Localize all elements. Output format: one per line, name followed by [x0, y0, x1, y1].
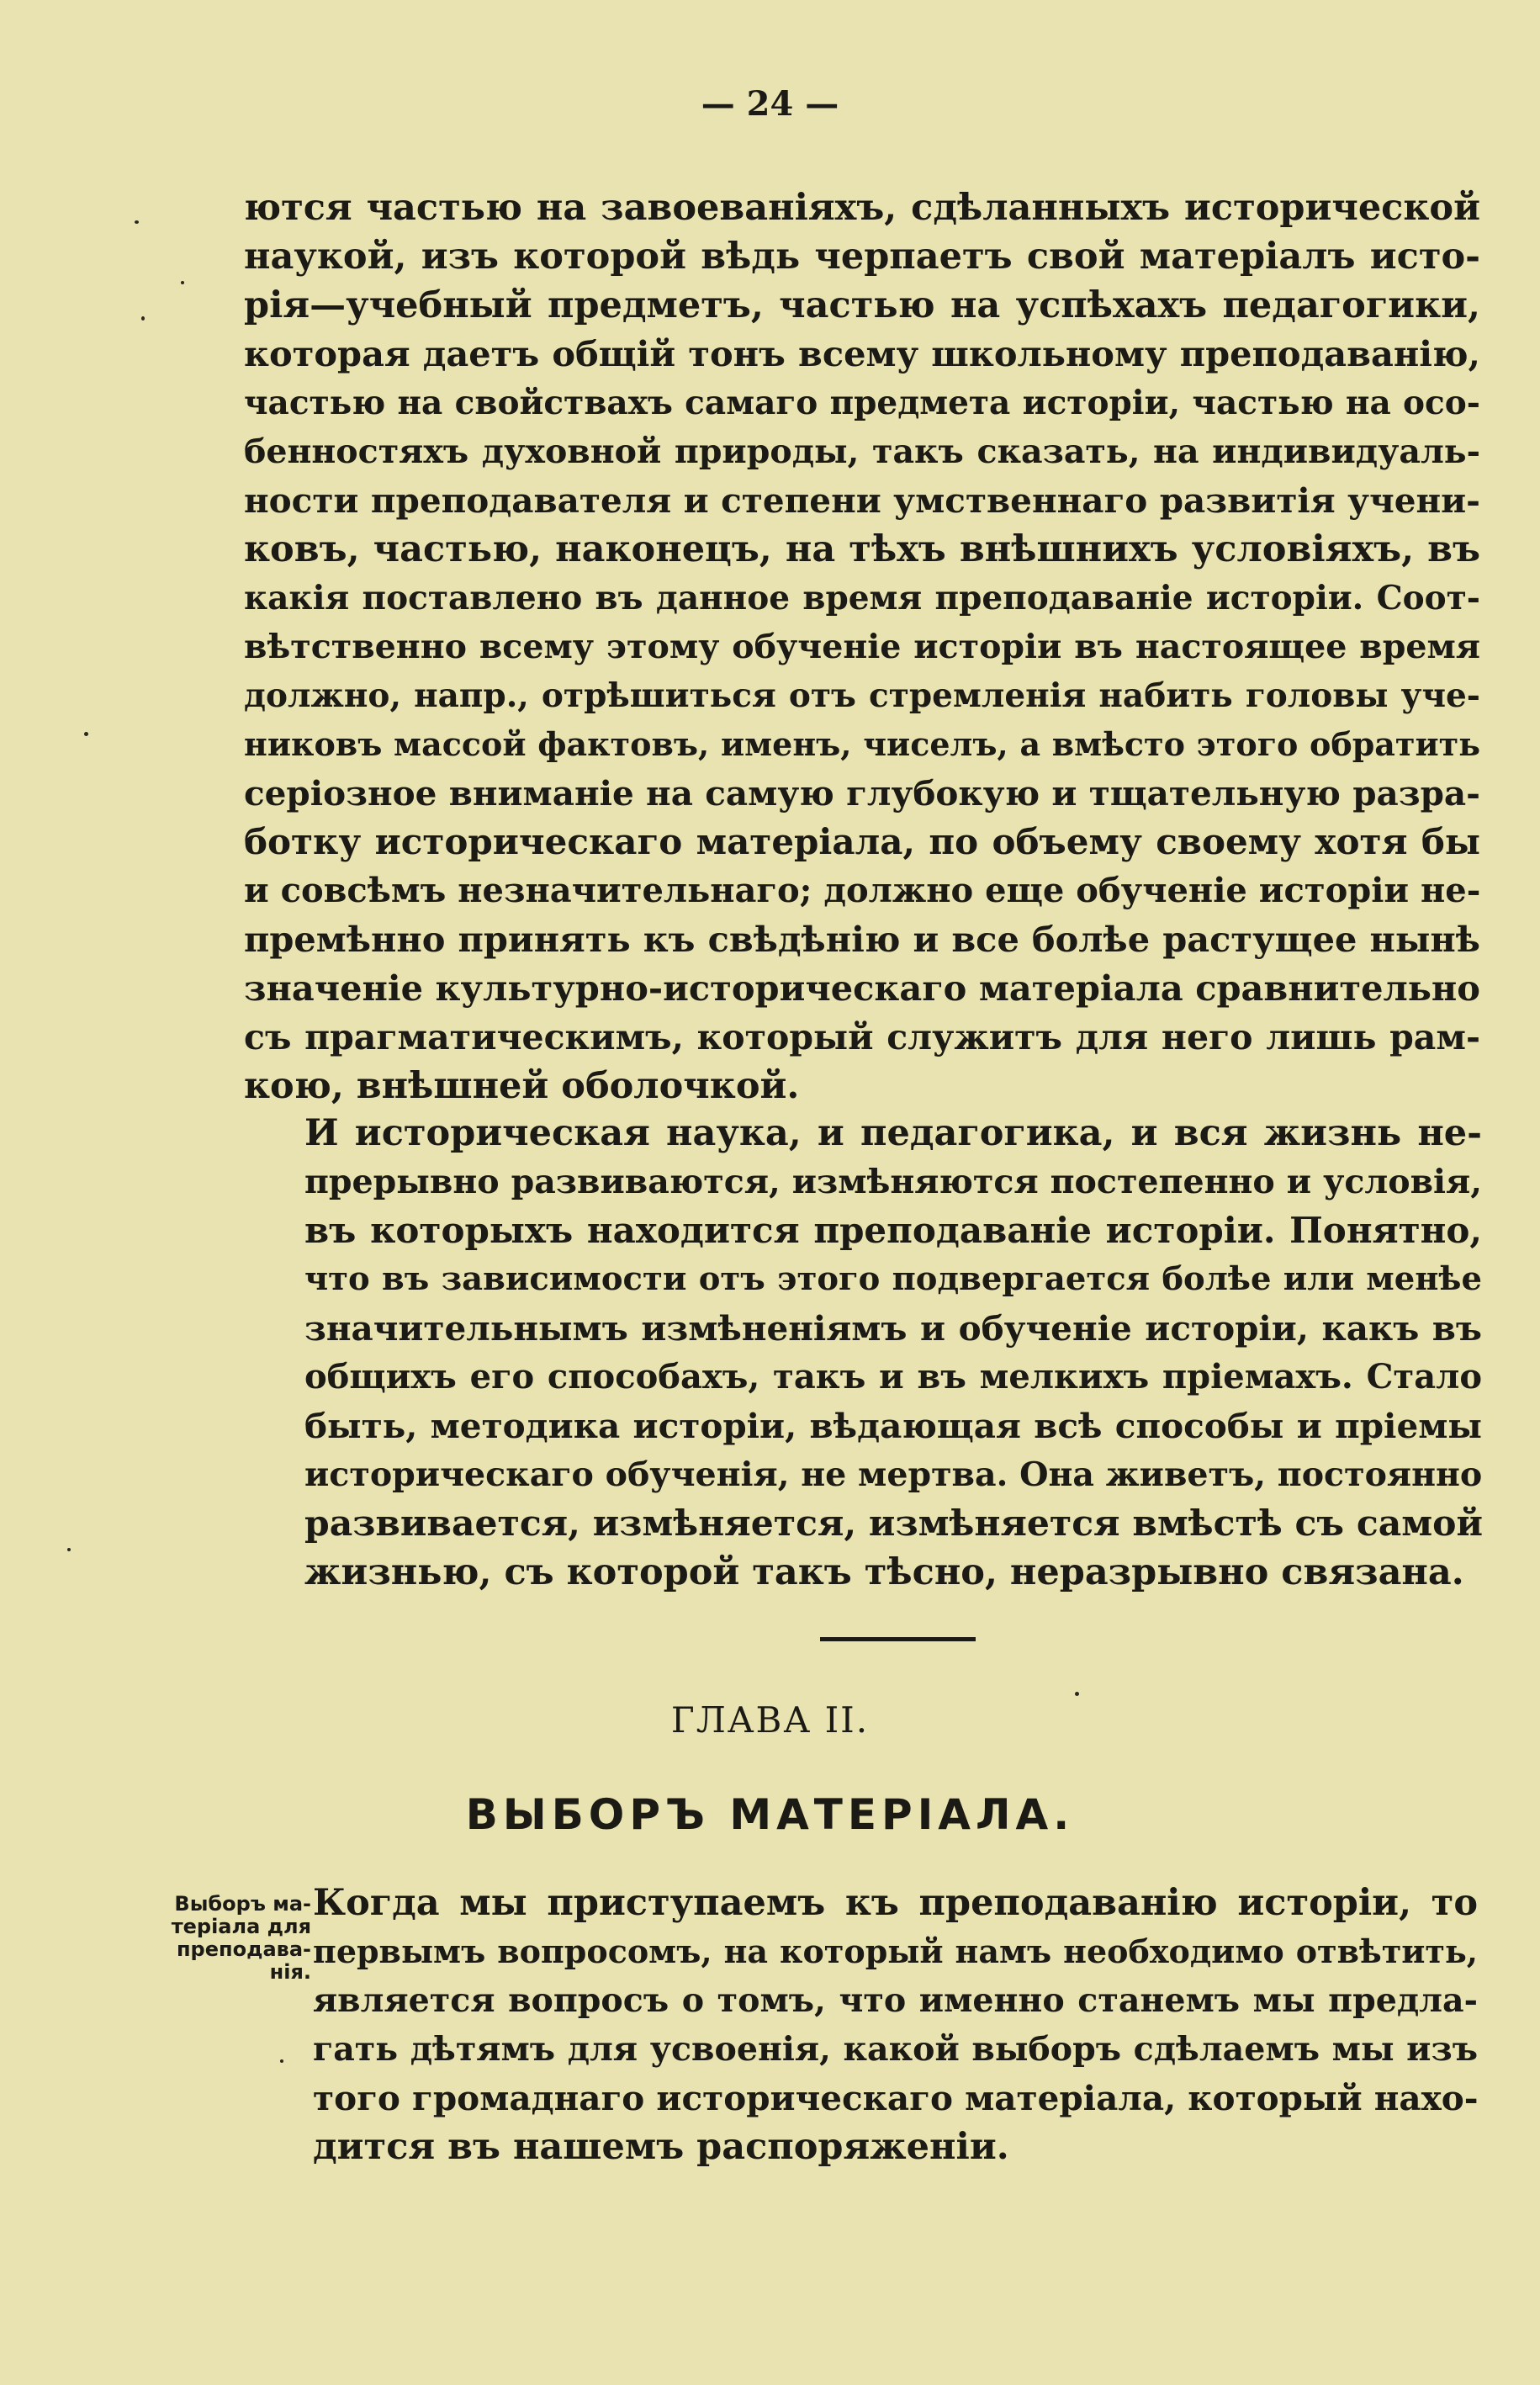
paper-speck: [67, 1548, 71, 1551]
text-line: гать дѣтямъ для усвоенія, какой выборъ сдѣлаемъ мы изъ: [313, 2030, 1478, 2069]
text-line: ности преподавателя и степени умственнаго развитія учени-: [244, 480, 1480, 521]
margin-note: [118, 1893, 311, 1984]
text-line: должно, напр., отрѣшиться отъ стремленія набить головы уче-: [244, 676, 1480, 715]
text-line: въ которыхъ находится преподаваніе исторіи. Понятно,: [304, 1210, 1482, 1251]
text-line: что въ зависимости отъ этого подвергается болѣе или менѣе: [304, 1260, 1482, 1298]
text-line: развивается, измѣняется, измѣняется вмѣстѣ съ самой: [304, 1503, 1484, 1545]
chapter-label: ГЛАВА II.: [670, 1699, 870, 1741]
text-line: серіозное вниманіе на самую глубокую и тщательную разра-: [244, 773, 1480, 814]
text-line: наукой, изъ которой вѣдь черпаетъ свой матеріалъ исто-: [244, 236, 1480, 278]
text-line: частью на свойствахъ самаго предмета исторіи, частью на осо-: [244, 384, 1480, 422]
text-line: бенностяхъ духовной природы, такъ сказать, на индивидуаль-: [244, 432, 1480, 471]
text-line: ботку историческаго матеріала, по объему своему хотя бы: [244, 821, 1480, 862]
paper-speck: [135, 220, 139, 224]
text-line: кою, внѣшней оболочкой.: [244, 1065, 800, 1107]
text-line: какія поставлено въ данное время преподаваніе исторіи. Соот-: [244, 579, 1480, 617]
text-line: Когда мы приступаемъ къ преподаванію исторіи, то: [313, 1882, 1478, 1924]
paper-speck: [84, 732, 88, 736]
text-line: является вопросъ о томъ, что именно станемъ мы предла-: [313, 1981, 1478, 2020]
text-line: прерывно развиваются, измѣняются постепенно и условія,: [304, 1163, 1482, 1201]
text-line: первымъ вопросомъ, на который намъ необходимо отвѣтить,: [313, 1932, 1478, 1970]
margin-note-line: нія.: [269, 1960, 311, 1984]
text-line: общихъ его способахъ, такъ и въ мелкихъ пріемахъ. Стало: [304, 1357, 1482, 1397]
text-line: никовъ массой фактовъ, именъ, чиселъ, а вмѣсто этого обратить: [244, 725, 1480, 763]
text-line: и совсѣмъ незначительнаго; должно еще обученіе исторіи не-: [244, 871, 1481, 910]
paper-speck: [181, 281, 184, 284]
paragraph-material-selection: [313, 1879, 1478, 2171]
page-number: — 24 —: [701, 84, 839, 124]
section-divider: [820, 1637, 976, 1641]
paragraph-methodology: [304, 1109, 1482, 1597]
text-line: премѣнно принять къ свѣдѣнію и все болѣе растущее нынѣ: [244, 919, 1480, 960]
text-line: вѣтственно всему этому обученіе исторіи въ настоящее время: [244, 628, 1480, 666]
text-line: того громаднаго историческаго матеріала, который нахо-: [313, 2078, 1479, 2118]
margin-note-line: преподава-: [176, 1937, 311, 1961]
paper-speck: [1075, 1692, 1079, 1696]
paper-speck: [141, 316, 145, 321]
paragraph-continued: [244, 183, 1480, 1110]
text-line: рія—учебный предметъ, частью на успѣхахъ педагогики,: [244, 284, 1480, 326]
paper-speck: [280, 2059, 283, 2063]
text-line: быть, методика исторіи, вѣдающая всѣ способы и пріемы: [304, 1406, 1482, 1446]
margin-note-line: теріала для: [171, 1915, 311, 1938]
margin-note-line: Выборъ ма-: [174, 1892, 311, 1916]
text-line: значительнымъ измѣненіямъ и обученіе исторіи, какъ въ: [304, 1308, 1482, 1349]
text-line: историческаго обученія, не мертва. Она живетъ, постоянно: [304, 1455, 1483, 1494]
text-line: дится въ нашемъ распоряженіи.: [313, 2126, 1009, 2168]
text-line: съ прагматическимъ, который служитъ для него лишь рам-: [244, 1017, 1480, 1057]
chapter-title: ВЫБОРЪ МАТЕРІАЛА.: [465, 1790, 1075, 1839]
text-line: ются частью на завоеваніяхъ, сдѣланныхъ исторической: [244, 187, 1480, 229]
text-line: ковъ, частью, наконецъ, на тѣхъ внѣшнихъ условіяхъ, въ: [244, 528, 1480, 570]
text-line: жизнью, съ которой такъ тѣсно, неразрывно связана.: [304, 1551, 1464, 1593]
text-line: И историческая наука, и педагогика, и вся жизнь не-: [304, 1112, 1482, 1154]
text-line: которая даетъ общій тонъ всему школьному преподаванію,: [244, 333, 1480, 374]
text-line: значеніе культурно-историческаго матеріала сравнительно: [244, 967, 1480, 1009]
